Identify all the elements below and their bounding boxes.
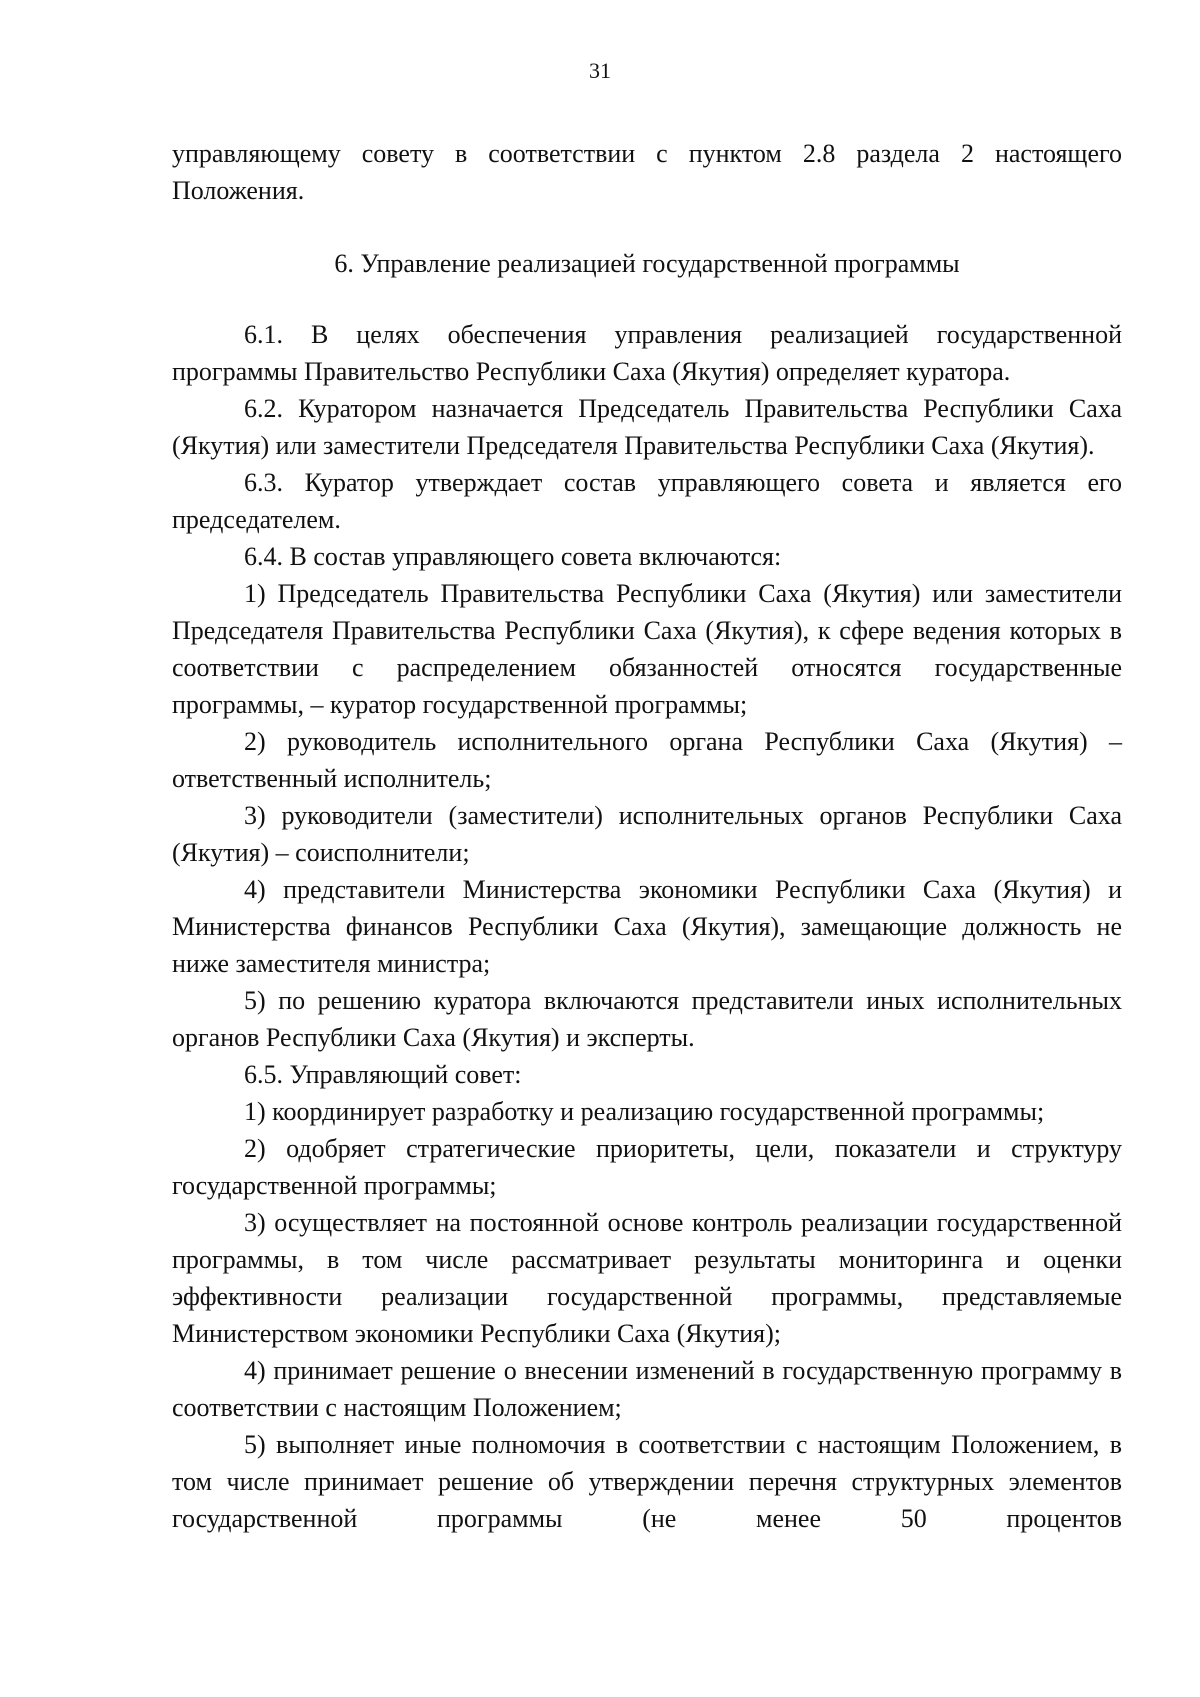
list-item-6-4-4: 4) представители Министерства экономики Республики Саха (Якутия) и Министерства финансов Республики Саха (Якутия), замещающие должность не ниже заместителя министра; bbox=[172, 875, 1122, 978]
list-item-6-4-1: 1) Председатель Правительства Республики Саха (Якутия) или заместители Председателя Правительства Республики Саха (Якутия), к сфере ведения которых в соответствии с распределением обязанностей относятся государственные программы, – куратор государственной программы; bbox=[172, 579, 1122, 719]
list-item-6-5-4: 4) принимает решение о внесении изменений в государственную программу в соответствии с настоящим Положением; bbox=[172, 1356, 1122, 1422]
paragraph-6-2: 6.2. Куратором назначается Председатель Правительства Республики Саха (Якутия) или заместители Председателя Правительства Республики Саха (Якутия). bbox=[172, 394, 1122, 460]
section-heading: 6. Управление реализацией государственной программы bbox=[334, 249, 960, 278]
document-body bbox=[172, 135, 1122, 1537]
continuation-paragraph: управляющему совету в соответствии с пунктом 2.8 раздела 2 настоящего Положения. bbox=[172, 139, 1122, 205]
list-item-6-5-3: 3) осуществляет на постоянной основе контроль реализации государственной программы, в том числе рассматривает результаты мониторинга и оценки эффективности реализации государственной программы, представляемые Министерством экономики Республики Саха (Якутия); bbox=[172, 1208, 1122, 1348]
paragraph-6-4: 6.4. В состав управляющего совета включаются: bbox=[244, 542, 782, 571]
list-item-6-5-2: 2) одобряет стратегические приоритеты, цели, показатели и структуру государственной программы; bbox=[172, 1134, 1122, 1200]
list-item-6-4-5: 5) по решению куратора включаются представители иных исполнительных органов Республики Саха (Якутия) и эксперты. bbox=[172, 986, 1122, 1052]
paragraph-6-1: 6.1. В целях обеспечения управления реализацией государственной программы Правительство Республики Саха (Якутия) определяет куратора. bbox=[172, 320, 1122, 386]
paragraph-6-3: 6.3. Куратор утверждает состав управляющего совета и является его председателем. bbox=[172, 468, 1122, 534]
list-item-6-4-3: 3) руководители (заместители) исполнительных органов Республики Саха (Якутия) – соисполнители; bbox=[172, 801, 1122, 867]
list-item-6-5-1: 1) координирует разработку и реализацию государственной программы; bbox=[244, 1097, 1045, 1126]
paragraph-6-5: 6.5. Управляющий совет: bbox=[244, 1060, 522, 1089]
list-item-6-4-2: 2) руководитель исполнительного органа Республики Саха (Якутия) – ответственный исполнитель; bbox=[172, 727, 1122, 793]
list-item-6-5-5: 5) выполняет иные полномочия в соответствии с настоящим Положением, в том числе принимает решение об утверждении перечня структурных элементов государственной программы (не менее 50 процентов bbox=[172, 1430, 1122, 1533]
page-number: 31 bbox=[589, 58, 611, 83]
